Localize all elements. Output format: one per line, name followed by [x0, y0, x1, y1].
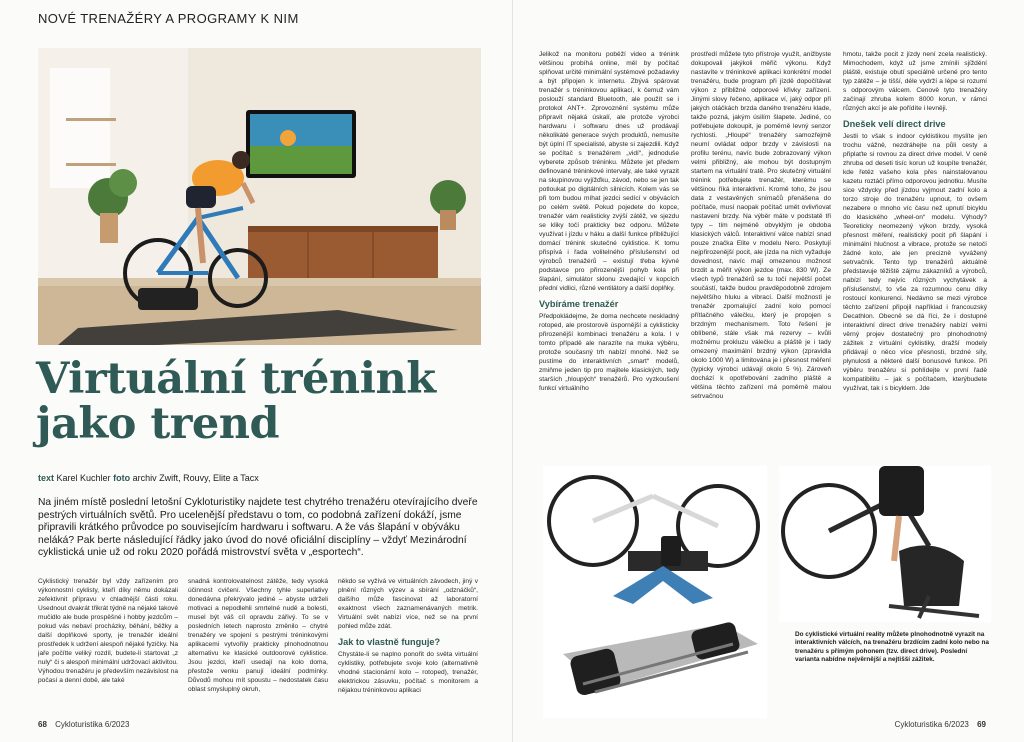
photo-interactive-rollers — [543, 614, 767, 718]
page-number-left: 68 — [38, 720, 47, 729]
right-column-3 — [843, 50, 987, 443]
hero-photo-living-room-trainer — [38, 48, 481, 345]
photo-caption: Do cyklistické virtuální reality můžete plnohodnotně vyrazit na interaktivních válcích, na trenažéru brzdícím zadní kolo nebo na trenažéru s přímým pohonem (tzv. direct drive). Poslední varianta nabídne nejvěrnější a nejtišší zážitek. — [795, 631, 989, 664]
headline-line-1: Virtuální trénink — [36, 354, 436, 404]
right-col1-text-a: Jelikož na monitoru poběží video a trénink většinou probíhá online, měl by počítač splňovat určité minimální systémové požadavky a být připojen k internetu. Zbývá spárovat trenažér s tréninkovou aplikací, k čemuž vám poslouží standard Bluetooth, ale použít se i protokol ANT+. Zprovoznění systému může připravit nějaká úskalí, ale protože výrobci hardwaru i softwaru dnes už prodávají několikáté generace svých produktů, nemusíte být úplní IT specialisté, abyste si zajezdili. Když se počítač s trenažérem „vidí“, jednoduše vyberete způsob tréninku. Můžete jet předem definované tréninkové intervaly, ale také vyrazit na skupinovou vyjížďku, závod, nebo se jen tak potloukat po digitálních silnicích. Kolem vás se při tom budou míhat jezdci sedící v obývácích po celém světě. Pokud pojedete do kopce, trenažér vám realisticky zvýší zátěž, ve sjezdu se kliky točí prakticky bez odporu. Můžete využívat i jízdu v háku a další funkce přibližující domácí trénink skutečné cyklistice. K tomu přispívá i řada volitelného příslušenství od výrobců trenažérů – existují třeba kývné podstavce pro přirozenější pohyb kola při šlapání, simulátor sklonu zvedající v kopcích přední vidlici, různé ventilátory a další doplňky. — [539, 51, 679, 292]
credits-photo-source: archiv Zwift, Rouvy, Elite a Tacx — [132, 473, 259, 483]
section-heading: NOVÉ TRENAŽÉRY A PROGRAMY K NIM — [38, 11, 299, 26]
magazine-issue-right: Cykloturistika 6/2023 — [894, 720, 969, 729]
subhead-jak-to-funguje: Jak to vlastně funguje? — [338, 637, 441, 647]
photo-wheel-on-trainer — [543, 466, 767, 614]
left-column-1 — [38, 577, 178, 717]
right-column-2 — [691, 50, 831, 443]
right-page — [512, 0, 1024, 742]
article-headline — [36, 354, 436, 449]
left-column-2 — [188, 577, 328, 717]
left-footer — [38, 720, 129, 729]
article-perex: Na jiném místě poslední letošní Cykloturistiky najdete test chytrého trenažéru otevírajícího dveře pestrých virtuálních světů. Pro ucelenější představu o tom, co podobná zařízení dokáží, jsme připravili krátkého průvodce po souvisejícím hardwaru i softwaru. A že vás šlapání v obýváku neláká? Pak berte následující řádky jako úvod do nové oficiální disciplíny – vždyť Mezinárodní cyklistická unie už od roku 2020 pořádá mistrovství světa v „esportech“. — [38, 497, 478, 559]
photo-direct-drive-trainer — [779, 466, 991, 622]
subhead-vybirame-trenazer: Vybíráme trenažér — [539, 299, 619, 309]
credits-author: Karel Kuchler — [56, 473, 111, 483]
headline-line-2: jako trend — [36, 399, 280, 449]
left-col3-text-b: Chystáte-li se naplno ponořit do světa virtuální cyklistiky, potřebujete svoje kolo (alternativně vhodné stacionární kolo – rotoped), trenažér, elektrickou zásuvku, počítač s monitorem a nějakou tréninkovou aplikaci — [338, 651, 478, 694]
page-number-right: 69 — [977, 720, 986, 729]
right-col3-text-a: hmotu, takže pocit z jízdy není zcela realistický. Mimochodem, když už jsme zmínili sjíždění pláště, existuje obutí speciálně určené pro tento typ zátěže – je tišší, déle vydrží a lépe si rozumí s odporovým válcem. Cenově tyto trenažéry začínají zhruba kolem 8000 korun, v rámci různých akcí je ale pořídíte i levněji. — [843, 51, 987, 112]
right-col3-text-b: Jestli to však s indoor cyklistikou myslíte jen trochu vážně, nezdráhejte na půli cesty a připlaťte si rovnou za direct drive model. V ceně zhruba od deseti tisíc korun už koupíte trenažér, kde řetěz vašeho kola přes nainstalovanou kazetu roztáčí přímo odporovou jednotku. Musíte sice vždycky před jízdou vyjmout zadní kolo a torzo stroje do trenažéru upnout, to ovšem nezabere o mnoho víc času než upnutí bicyklu do klasického „wheel-on“ modelu. Výhody? Teoreticky neomezený výkon brzdy, vysoká přesnost měření, realistický pocit při šlapání i minimální hlučnost a vibrace, protože se netočí žádné kolo, ale jen precizně vyvážený setrvačník. Tento typ trenažérů aktuálně představuje těžiště zájmu zákazníků a výrobců, nabízí tedy nejvíc různých vychytávek a příslušenství, to vše za rozumnou cenu díky rostoucí konkurenci. Nedávno se mezi výrobce těchto zařízení připojil například i francouzský Decathlon. Obecně se dá říci, že i dostupné interaktivní direct drive trenažéry nabízí velmi věrný projev dostatečný pro plnohodnotný zážitek z virtuální cyklistiky, dražší modely přidávají o něco více přesnosti, brzdné síly, plynulosti a některé další bonusové funkce. Při výběru trenažéru si pohlídejte v první řadě kompatibilitu – jak s počítačem, kterýbudete využívat, tak i s bicyklem. Jde — [843, 133, 987, 392]
left-col3-text-a: někdo se vyžívá ve virtuálních závodech, jiný v plnění různých výzev a sbírání „odznáčků“, dalšího může fascinovat až laboratorní exaktnost všech zaznamenávaných metrik. Virtuální svět nabízí více, než se na první pohled může zdát. — [338, 578, 478, 630]
magazine-issue-left: Cykloturistika 6/2023 — [55, 720, 130, 729]
left-col1-text: Cyklistický trenažér byl vždy zařízením pro výkonnostní cyklisty, kteří díky němu dokázali zefektivnit přípravu v chladnější části roku. Usednout dvakrát třikrát týdně na nějaké takové mučidlo ale bude prospěšné i hobby jezdcům – pokud vás nebaví procházky, běhání, běžky a další doplňkové sporty, je trenažér ideální prostředek k udržení alespoň nějaké fyzičky. Na jaře počítte veliký rozdíl, budete-li startovat „z nuly“ či s alespoň minimální udržovací aktivitou. Výhodou trenažéru je především nezávislost na počasí a denní době, ale také — [38, 578, 178, 684]
right-col1-text-b: Předpokládejme, že doma nechcete neskladný rotoped, ale prostorově úspornější a cyklisticky přirozenější kombinaci trenažéru a kola. I v tomto případě ale narazíte na muka výběru, protože současný trh nabízí mnohé. Než se pustíme do interaktivních „smart“ modelů, zmiňme jeden tip pro majitele klasických, tedy starších „hloupých“ trenažérů. Pro vyzkoušení funkcí virtuálního — [539, 313, 679, 392]
right-footer — [895, 720, 986, 729]
right-col2-text: prostředí můžete tyto přístroje využít, anižbyste dokupovali jakýkoli měřič výkonu. Když nastavíte v tréninkové aplikaci konkrétní model trenažéru, bude program při jízdě dopočítávat výkon z přibližné odporové křivky zařízení. Jinými slovy řečeno, aplikace ví, jaký odpor při jakých otáčkách brzda daného trenažéru klade, takže pozná, jakým úsilím šlapete. Jediné, co potřebujete dokoupit, je poměrně levný senzor rychlosti. „Hloupé“ trenažéry samozřejmě neumí ovládat odpor brzdy v závislosti na profilu terénu, navíc bude zobrazovaný výkon velmi přibližný, ale mohou být dostupným startem na virtuální tratě. Pro skutečný virtuální trénink potřebujete trenažér, kterému se většinou říká interaktivní. Kromě toho, že jsou data z vestavěných snímačů přenášena do počítače, musí naopak počítač umět ovlivňovat nastavení brzdy. Na výběr máte v podstatě tři typy – tím nejméně obvyklým je obdoba klasických válců. Interaktivní válce nabízí snad pouze značka Elite v modelu Nero. Poskytují nejpřirozenější pocit, ale jízda na nich vyžaduje dovednost, navíc mají omezenou možnost brzdit a měřit výkon jezdce (max. 830 W). Ze všech typů trenažérů se tu točí největší počet součástí, takže budou pravděpodobně zdrojem největšího hluku a vibrací. Další možností je trenažér zpomalující zadní kolo pomocí přítlačného válečku, který je propojen s brzdným mechanismem. Toto řešení je oblíbené, stále však má rezervy – kvůli možnému prokluzu válečku a pláště je i tady omezený maximální brzdný výkon (zpravidla okolo 1000 W) a limitována je i přesnost měření (typicky výrobci udávají okolo 5 %). Zároveň dochází k opotřebování zadního pláště a většina těchto zařízení má poměrně malou setrvačnou — [691, 51, 831, 400]
left-column-3 — [338, 577, 478, 717]
article-credits — [38, 473, 259, 483]
credits-photo-label: foto — [113, 473, 131, 483]
subhead-direct-drive: Dnešek velí direct drive — [843, 119, 946, 129]
credits-text-label: text — [38, 473, 55, 483]
right-column-1 — [539, 50, 679, 443]
left-col2-text: snadná kontrolovatelnost zátěže, tedy vysoká účinnost cvičení. Všechny tyhle superlativy donedávna překrývalo jediné – abyste udrželi motivaci a nepodlehli smrtelné nudě a bolesti, musel být váš cíl opravdu zářivý. To se v posledních letech naprosto změnilo – chytré trenažéry ve spojení s pestrými tréninkovými aplikacemi vytvořily prakticky plnohodnotnou alternativu ke klasické outdoorové cyklistice. Jsou jezdci, kteří usedají na kolo doma, přestože venku panují ideální podmínky. Důvodů mohou mít spoustu – nedostatek času oblast smysluplný okruh, — [188, 578, 328, 693]
